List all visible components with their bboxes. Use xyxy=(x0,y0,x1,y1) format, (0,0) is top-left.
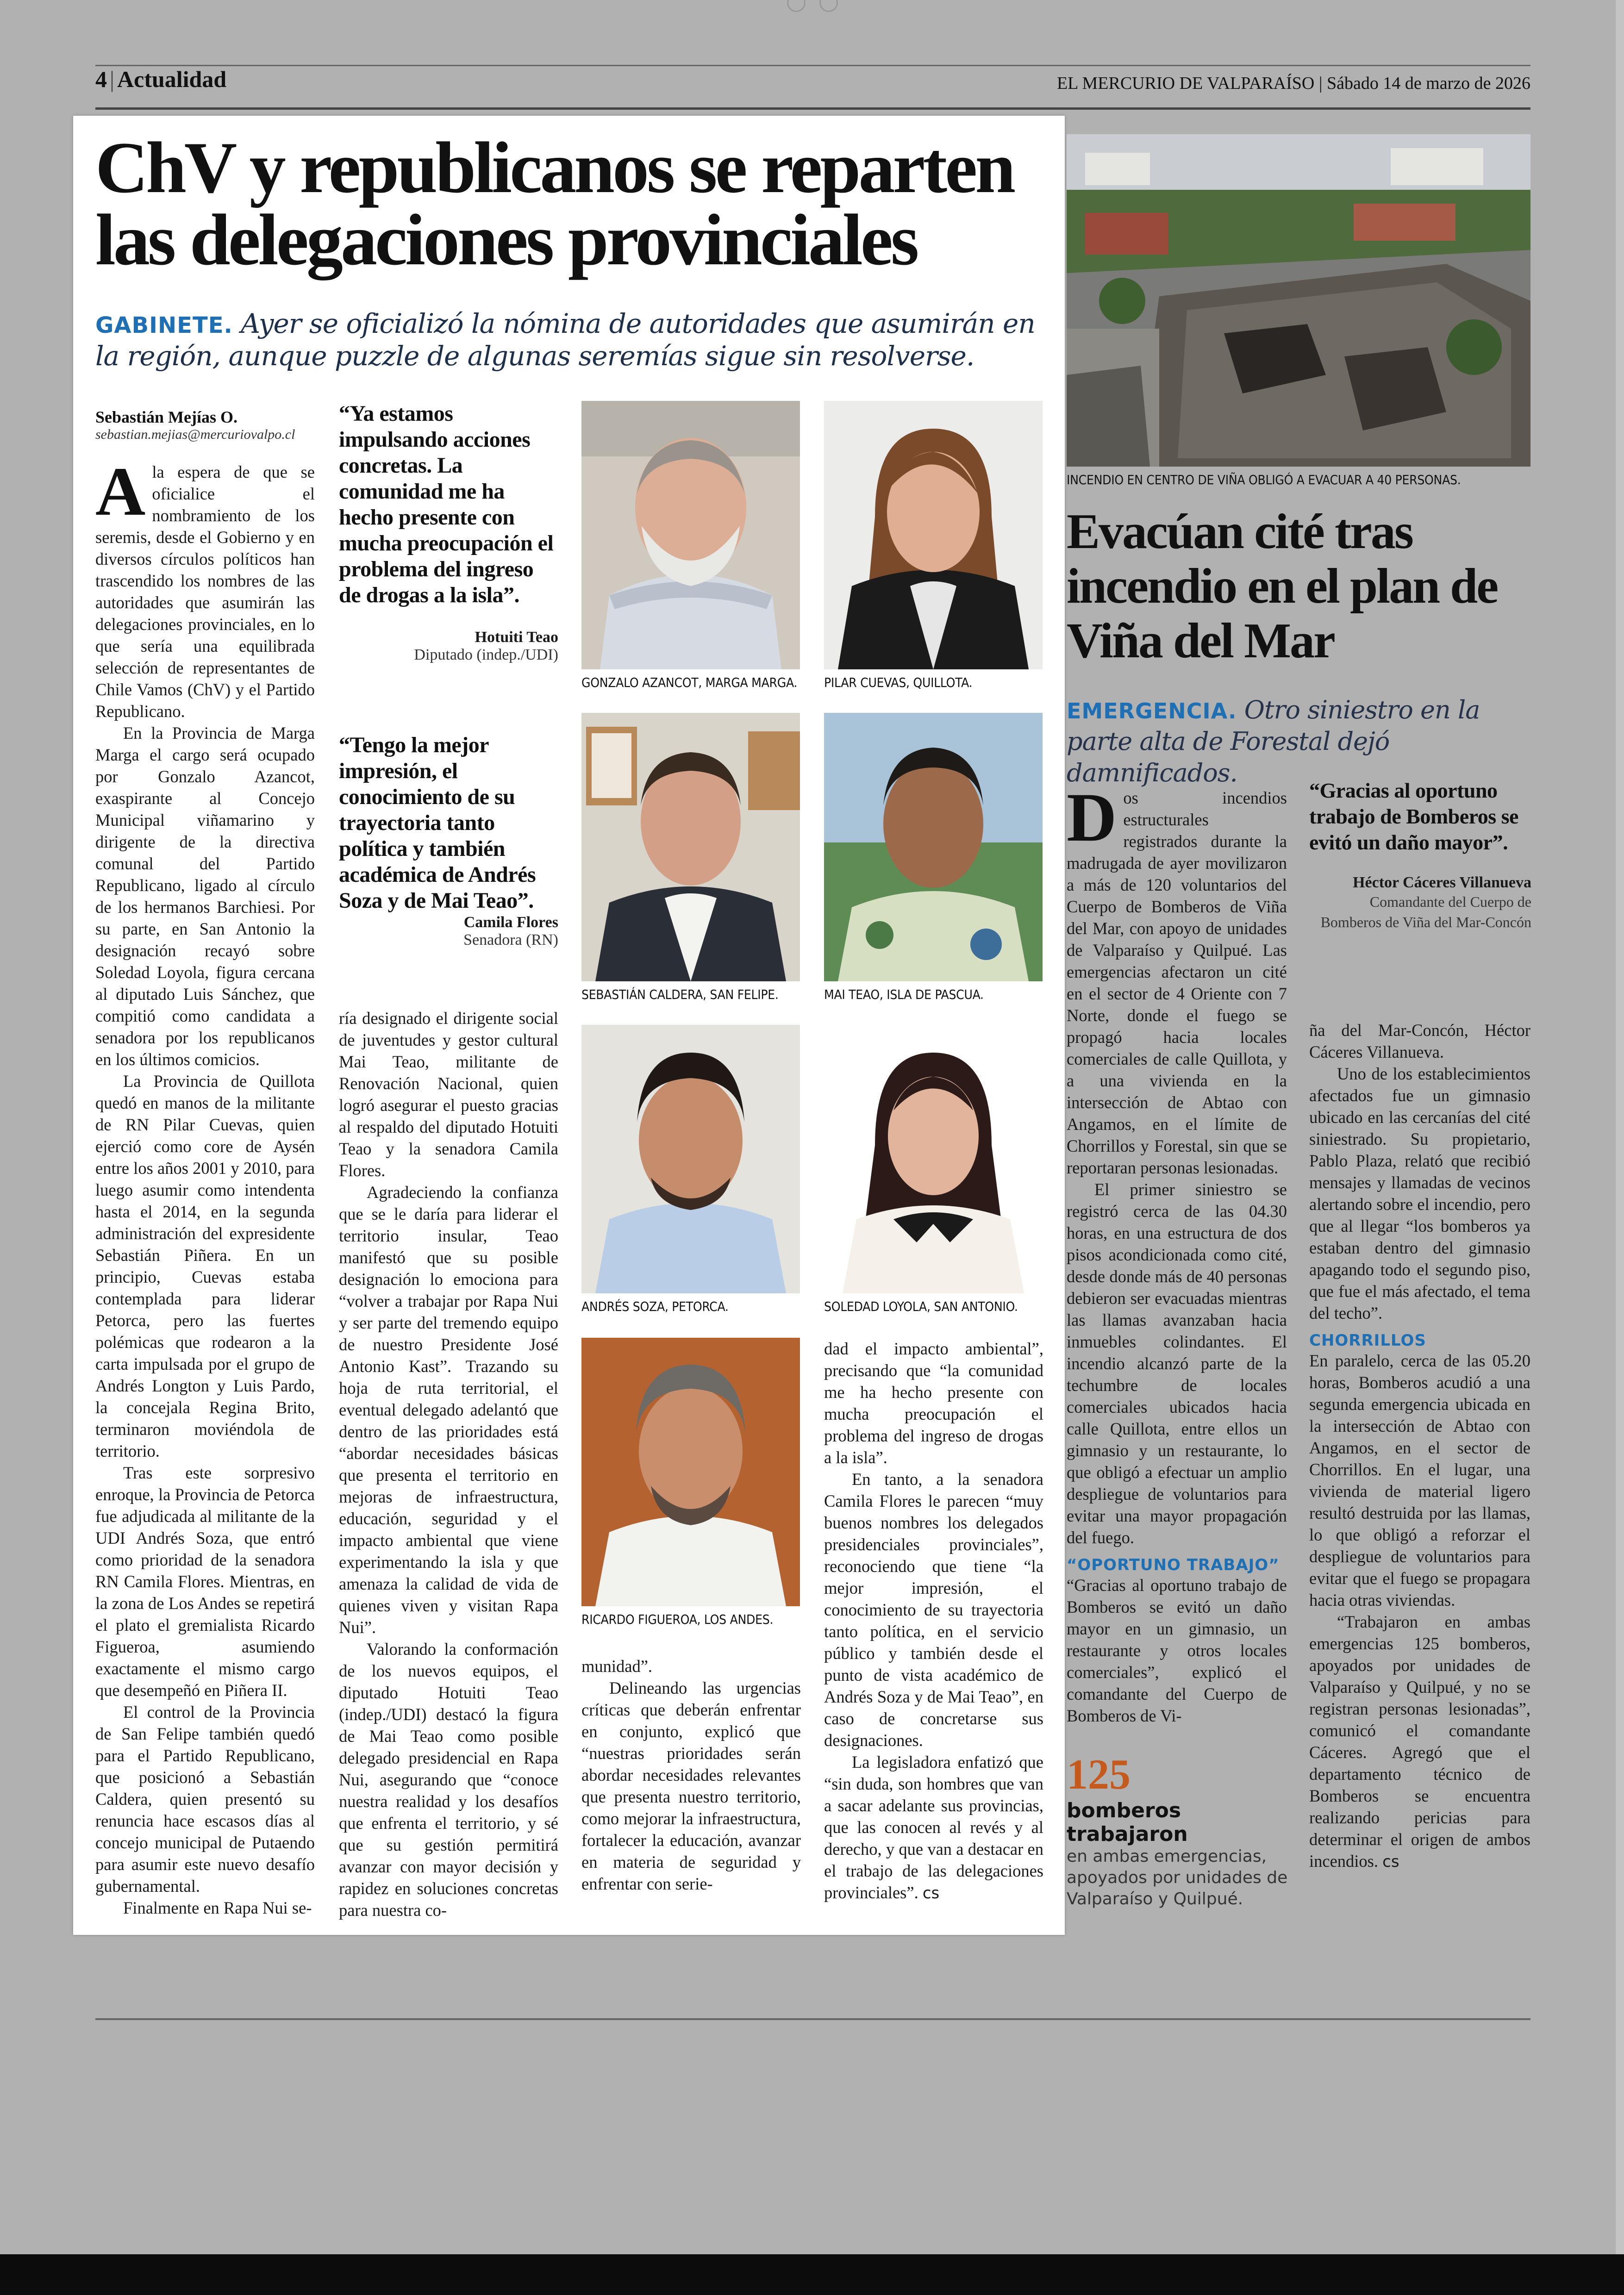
pull-quote-text: “Gracias al oportuno trabajo de Bomberos se evitó un daño mayor”. xyxy=(1309,779,1518,854)
portrait-caption: SOLEDAD LOYOLA, SAN ANTONIO. xyxy=(824,1299,1018,1314)
viewer-bottom-bar xyxy=(0,2254,1624,2295)
portrait-teao xyxy=(824,713,1043,981)
main-column-3 xyxy=(581,1655,801,1895)
side-subhead: CHORRILLOS xyxy=(1309,1331,1426,1350)
paragraph xyxy=(824,1751,1043,1903)
prev-page-icon[interactable] xyxy=(787,0,806,12)
main-column-2 xyxy=(339,1007,558,1921)
paragraph: munidad”. xyxy=(581,1657,653,1676)
header-bottom-rule xyxy=(95,107,1530,110)
portrait-caption: MAI TEAO, ISLA DE PASCUA. xyxy=(824,987,984,1002)
fire-photo xyxy=(1067,134,1530,467)
main-lead xyxy=(95,307,1058,372)
pull-quote-role: Diputado (indep./UDI) xyxy=(414,646,558,663)
paragraph: El control de la Provincia de San Felipe también quedó para el Partido Republicano, que posicionó a Sebastián Caldera, quien presentó su renuncia hace escasos días al concejo municipal de Putaendo para asumir este nuevo desafío gubernamental. xyxy=(95,1703,315,1896)
side-column-1 xyxy=(1067,779,1287,1727)
portrait-azancot xyxy=(581,401,800,669)
side-column-2 xyxy=(1309,1019,1530,1872)
dropcap: A xyxy=(95,453,146,530)
portrait-caption: GONZALO AZANCOT, MARGA MARGA. xyxy=(581,675,798,690)
portrait-loyola xyxy=(824,1025,1043,1293)
paragraph: ría designado el dirigente social de juventudes y gestor cultural Mai Teao, militante de Renovación Nacional, quien logró asegurar el puesto gracias al respaldo del diputado Hotuiti Teao y la senadora Camila Flores. xyxy=(339,1009,558,1180)
main-lead-text: Ayer se oficializó la nómina de autoridades que asumirán en la región, aunque puzzle de algunas seremías sigue sin resolverse. xyxy=(95,308,1035,372)
paragraph-text: os incendios estructurales registrados durante la madrugada de ayer movilizaron a más de 120 voluntarios del Cuerpo de Bomberos de Viña del Mar, con apoyo de unidades de Valparaíso y Quilpué. Las emergencias afectaron un cité en el sector de 4 Oriente con 7 Norte, donde el fuego se propagó hacia locales comerciales de calle Quillota, y a una vivienda en la intersección de Abtao con Angamos, en el límite de Chorrillos y Forestal, sin que se reportaran personas lesionadas. xyxy=(1067,788,1287,1177)
paragraph: ña del Mar-Concón, Héctor Cáceres Villanueva. xyxy=(1309,1021,1530,1061)
portrait-azancot-image xyxy=(581,401,800,669)
portrait-figueroa xyxy=(581,1338,800,1606)
pull-quote-name: Héctor Cáceres Villanueva xyxy=(1353,874,1531,891)
pull-quote-role: Senadora (RN) xyxy=(463,931,558,948)
portrait-caption: ANDRÉS SOZA, PETORCA. xyxy=(581,1299,729,1314)
newspaper-name: EL MERCURIO DE VALPARAÍSO xyxy=(1056,74,1315,93)
next-page-icon[interactable] xyxy=(819,0,838,12)
fire-photo-image xyxy=(1067,134,1530,467)
stat-text: en ambas emergencias, apoyados por unidades de Valparaíso y Quilpué. xyxy=(1067,1847,1288,1908)
portrait-caption: PILAR CUEVAS, QUILLOTA. xyxy=(824,675,973,690)
paragraph-text: “Trabajaron en ambas emergencias 125 bomberos, apoyados por unidades de Valparaíso y Quilpué, y no se registran personas lesionadas”, comunicó el comandante Cáceres. Agregó que el departamento técnico de Bomberos se encuentra realizando pericias para determinar el origen de ambos incendios. xyxy=(1309,1612,1530,1871)
paragraph: Uno de los establecimientos afectados fue un gimnasio ubicado en las cercanías del cité siniestrado. Su propietario, Pablo Plaza, relató que recibió mensajes y llamadas de vecinos alertando sobre el incendio, pero que al llegar “los bomberos ya estaban dentro del gimnasio apagando todo el segundo piso, que fue el más afectado, el tema del techo”. xyxy=(1309,1064,1530,1322)
pull-quote-role: Comandante del Cuerpo de Bomberos de Viña del Mar-Concón xyxy=(1320,893,1531,930)
portrait-figueroa-image xyxy=(581,1338,800,1606)
paragraph: La Provincia de Quillota quedó en manos de la militante de RN Pilar Cuevas, quien ejerció como core de Aysén entre los años 2001 y 2010, para luego asumir como intendenta hasta el 2014, en la segunda administración del expresidente Sebastián Piñera. En un principio, Cuevas estaba contemplada para liderar Petorca, pero las fuertes polémicas que rodearon a la carta impulsada por el grupo de Andrés Longton y Luis Pardo, la concejala Regina Brito, terminaron moviéndola de territorio. xyxy=(95,1072,315,1460)
pull-quote-text: “Tengo la mejor impresión, el conocimiento de su trayectoria tanto política y también académica de Andrés Soza y de Mai Teao”. xyxy=(339,733,536,913)
pull-quote-flores xyxy=(339,732,558,949)
stat-label: bomberos trabajaron xyxy=(1067,1799,1188,1846)
portrait-soza-image xyxy=(581,1025,800,1293)
portrait-cuevas xyxy=(824,401,1043,669)
paragraph: En la Provincia de Marga Marga el cargo será ocupado por Gonzalo Azancot, exaspirante al Concejo Municipal viñamarino y dirigente de la directiva comunal del Partido Republicano, ligado al círculo de los hermanos Barchiesi. Por su parte, en San Antonio la designación recayó sobre Soledad Loyola, figura cercana al diputado Luis Sánchez, que compitió como candidata a senadora por los republicanos en los últimos comicios. xyxy=(95,723,315,1069)
portrait-caldera-image xyxy=(581,713,800,981)
main-kicker: GABINETE. xyxy=(95,312,233,338)
side-kicker: EMERGENCIA. xyxy=(1067,698,1237,723)
side-headline: Evacúan cité tras incendio en el plan de Viña del Mar xyxy=(1067,504,1498,668)
paragraph: Tras este sorpresivo enroque, la Provincia de Petorca fue adjudicada al militante de la UDI Andrés Soza, que entró como prioridad de la senadora RN Camila Flores. Mientras, en la zona de Los Andes se repetirá el plato el gremialista Ricardo Figueroa, asumiendo exactamente el mismo cargo que desempeñó en Piñera II. xyxy=(95,1463,315,1700)
stat-box xyxy=(1067,1750,1289,1910)
paragraph: “Gracias al oportuno trabajo de Bomberos se evitó un daño mayor en un gimnasio, un restaurante y otros locales comerciales”, explicó el comandante del Cuerpo de Bomberos de Vi- xyxy=(1067,1576,1287,1725)
portrait-soza xyxy=(581,1025,800,1293)
pull-quote-name: Camila Flores xyxy=(463,914,558,931)
paragraph: El primer siniestro se registró cerca de las 04.30 horas, en una estructura de dos pisos acondicionada como cité, desde donde más de 40 personas debieron ser evacuadas mientras las llamas avanzaban hacia inmuebles colindantes. El incendio alcanzó parte de la techumbre de locales comerciales ubicados hacia calle Quillota, entre ellos un gimnasio y un restaurante, lo que obligó a efectuar un amplio despliegue de voluntarios para evitar una mayor propagación del fuego. xyxy=(1067,1180,1287,1547)
pull-quote-teao xyxy=(339,401,558,664)
end-of-article-mark: cs xyxy=(922,1884,940,1902)
page-folio: 4 | Actualidad xyxy=(95,66,227,92)
dropcap: D xyxy=(1067,779,1117,856)
paragraph: dad el impacto ambiental”, precisando que “la comunidad me ha hecho presente con mucha preocupación el problema del ingreso de drogas a la isla”. xyxy=(824,1339,1043,1467)
paragraph xyxy=(1309,1611,1530,1872)
byline: Sebastián Mejías O. xyxy=(95,408,238,426)
fire-photo-caption: INCENDIO EN CENTRO DE VIÑA OBLIGÓ A EVACUAR A 40 PERSONAS. xyxy=(1067,472,1461,487)
portrait-loyola-image xyxy=(824,1025,1043,1293)
byline-email: sebastian.mejias@mercuriovalpo.cl xyxy=(95,427,295,442)
paragraph: En tanto, a la senadora Camila Flores le parecen “muy buenos nombres los delegados presidenciales provinciales”, reconociendo que tiene “la mejor impresión, el conocimiento de su trayectoria tanto política, en el servicio público y también desde el punto de vista académico de Andrés Soza y de Mai Teao”, en caso de concretarse sus designaciones. xyxy=(824,1470,1043,1750)
side-subhead: “OPORTUNO TRABAJO” xyxy=(1067,1556,1280,1574)
paragraph-text: La legisladora enfatizó que “sin duda, son hombres que van a sacar adelante sus provincias, que las conocen al revés y al derecho, y que van a destacar en el trabajo de las delegaciones provinciales”. xyxy=(824,1752,1043,1902)
viewer-right-edge xyxy=(1616,0,1624,2254)
side-lead-text: Otro siniestro en la parte alta de Forestal dejó damnificados. xyxy=(1067,695,1480,787)
side-pull-quote xyxy=(1309,778,1531,932)
paragraph: Valorando la conformación de los nuevos equipos, el diputado Hotuiti Teao (indep./UDI) destacó la figura de Mai Teao como posible delegado presidencial en Rapa Nui, asegurando que “conoce nuestra realidad y los desafíos que enfrenta el territorio, y sé que su gestión permitirá avanzar con mayor decisión y rapidez en soluciones concretas para nuestra co- xyxy=(339,1640,558,1920)
portrait-caption: RICARDO FIGUEROA, LOS ANDES. xyxy=(581,1612,774,1627)
pull-quote-name: Hotuiti Teao xyxy=(475,629,558,646)
header-top-rule xyxy=(95,65,1530,66)
main-column-1 xyxy=(95,407,315,1919)
pull-quote-text: “Ya estamos impulsando acciones concretas. La comunidad me ha hecho presente con mucha preocupación el problema del ingreso de drogas a la isla”. xyxy=(339,401,554,607)
footer-rule xyxy=(95,2018,1530,2020)
portrait-caldera xyxy=(581,713,800,981)
end-of-article-mark: cs xyxy=(1382,1852,1399,1871)
issue-date: Sábado 14 de marzo de 2026 xyxy=(1326,74,1530,93)
stat-number: 125 xyxy=(1067,1751,1131,1798)
page-number: 4 xyxy=(95,66,107,92)
section-name: Actualidad xyxy=(117,66,227,92)
main-column-4 xyxy=(824,1338,1043,1903)
paragraph: Agradeciendo la confianza que se le daría para liderar el territorio insular, Teao manifestó que su posible designación lo emociona para “volver a trabajar por Rapa Nui y ser parte del tremendo equipo de nuestro Presidente José Antonio Kast”. Trazando su hoja de ruta territorial, el eventual delegado adelantó que dentro de las prioridades está “abordar necesidades básicas que presenta el territorio en mejoras de infraestructura, educación, seguridad y el impacto ambiental que viene experimentando la isla y que amenaza la calidad de vida de quienes viven y visitan Rapa Nui”. xyxy=(339,1183,558,1637)
paragraph: Finalmente en Rapa Nui se- xyxy=(123,1898,312,1917)
paragraph xyxy=(1067,779,1287,1179)
main-headline: ChV y republicanos se reparten las delegaciones provinciales xyxy=(95,127,1014,281)
side-lead xyxy=(1067,694,1530,789)
portrait-cuevas-image xyxy=(824,401,1043,669)
paragraph-text: la espera de que se oficialice el nombramiento de los seremis, desde el Gobierno y en diversos círculos políticos han trascendido los nombres de las autoridades que asumirán las delegaciones provinciales, en lo que sería una equilibrada selección de representantes de Chile Vamos (ChV) y el Partido Republicano. xyxy=(95,462,315,721)
page-nav-dots[interactable] xyxy=(787,0,843,14)
masthead: EL MERCURIO DE VALPARAÍSO | Sábado 14 de marzo de 2026 xyxy=(1056,74,1530,93)
paragraph: En paralelo, cerca de las 05.20 horas, Bomberos acudió a una segunda emergencia ubicada en la intersección de Abtao con Angamos, en el sector de Chorrillos. En el lugar, una vivienda de material ligero resultó destruida por las llamas, lo que obligó a reforzar el despliegue de voluntarios para evitar que el fuego se propagara hacia otras viviendas. xyxy=(1309,1351,1530,1609)
portrait-caption: SEBASTIÁN CALDERA, SAN FELIPE. xyxy=(581,987,779,1002)
portrait-teao-image xyxy=(824,713,1043,981)
paragraph: Delineando las urgencias críticas que deberán enfrentar en conjunto, explicó que “nuestras prioridades serán abordar necesidades relevantes que presenta nuestro territorio, como mejorar la infraestructura, fortalecer la educación, avanzar en materia de seguridad y enfrentar con serie- xyxy=(581,1678,801,1893)
paragraph xyxy=(95,453,315,722)
